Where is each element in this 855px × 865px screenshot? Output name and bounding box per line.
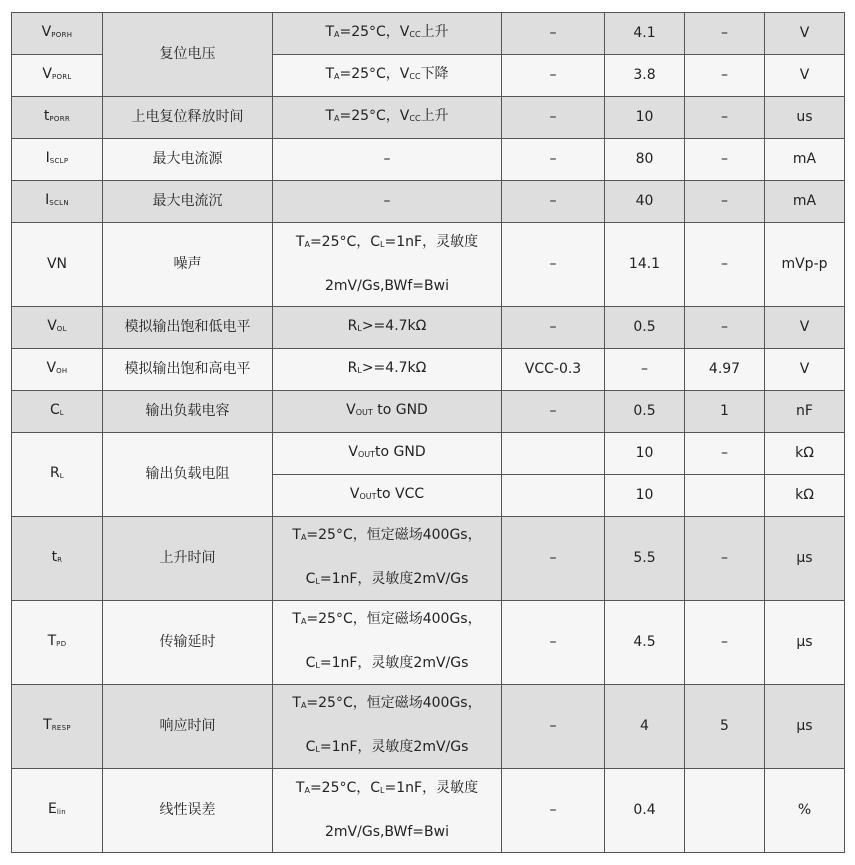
min-value: – (549, 193, 557, 209)
max-value: – (721, 193, 728, 209)
test-condition-cell (273, 139, 502, 181)
test-condition-cell (273, 685, 502, 769)
condition-subscript: CC (409, 114, 421, 123)
unit: V (799, 319, 810, 335)
condition-text: to VCC (376, 486, 425, 502)
min-value-cell (502, 475, 605, 517)
min-value-cell (502, 181, 605, 223)
test-condition-cell (273, 475, 502, 517)
symbol-cell (12, 13, 103, 55)
symbol-base: I (45, 191, 50, 208)
typ-value: 10 (635, 109, 654, 125)
min-value-cell (502, 517, 605, 601)
condition-text: =1nF，灵敏度2mV/Gs (319, 739, 469, 755)
test-condition-cell (273, 769, 502, 853)
min-value: – (549, 802, 557, 818)
condition-subscript: A (304, 786, 310, 795)
condition-subscript: L (357, 324, 362, 333)
condition-subscript: L (357, 366, 362, 375)
condition-line (277, 693, 497, 716)
symbol-subscript: PORL (51, 72, 72, 81)
condition-text: =1nF，灵敏度 (384, 780, 479, 796)
condition-subscript: A (300, 701, 307, 710)
typ-value-cell (605, 601, 685, 685)
table-row (12, 223, 845, 307)
typ-value: 5.5 (633, 550, 656, 566)
parameter-name: 复位电压 (159, 46, 216, 62)
parameter-name-cell (103, 13, 273, 97)
condition-subscript: CC (409, 30, 421, 39)
max-value: – (721, 256, 728, 272)
parameter-name-cell (103, 769, 273, 853)
min-value: – (549, 256, 557, 272)
unit-cell (765, 13, 845, 55)
max-value: – (721, 151, 728, 167)
condition-text: V (346, 402, 356, 418)
typ-value-cell (605, 433, 685, 475)
unit: mA (792, 151, 817, 167)
condition-line (277, 64, 497, 87)
table-row (12, 307, 845, 349)
unit-cell (765, 181, 845, 223)
typ-value-cell (605, 349, 685, 391)
symbol-base: I (45, 149, 50, 166)
condition-text: C (305, 739, 316, 755)
condition-text: – (383, 151, 391, 167)
unit-cell (765, 307, 845, 349)
test-condition-cell (273, 13, 502, 55)
condition-line (277, 149, 497, 170)
condition-text: 下降 (420, 66, 449, 82)
symbol-base: T (47, 632, 57, 649)
condition-text: >=4.7kΩ (361, 318, 427, 334)
max-value-cell (685, 433, 765, 475)
symbol-subscript: RESP (51, 723, 71, 732)
condition-text: T (292, 695, 301, 711)
parameter-name-cell (103, 97, 273, 139)
unit: μs (796, 550, 813, 566)
parameter-name: 上升时间 (159, 550, 216, 566)
condition-line (277, 609, 497, 632)
condition-subscript: A (334, 72, 340, 81)
condition-line (277, 484, 497, 507)
parameter-name-cell (103, 517, 273, 601)
min-value-cell (502, 391, 605, 433)
parameter-name: 模拟输出饱和低电平 (124, 319, 251, 335)
max-value-cell (685, 223, 765, 307)
condition-text: =1nF，灵敏度 (384, 234, 479, 250)
parameter-name: 最大电流源 (152, 151, 223, 167)
condition-text: T (292, 611, 301, 627)
test-condition-cell (273, 601, 502, 685)
table-row (12, 181, 845, 223)
symbol-cell (12, 517, 103, 601)
max-value-cell (685, 139, 765, 181)
table-row (12, 433, 845, 475)
max-value-cell (685, 601, 765, 685)
condition-subscript: OUT (359, 492, 377, 501)
unit-cell (765, 685, 845, 769)
unit-cell (765, 223, 845, 307)
test-condition-cell (273, 97, 502, 139)
unit: nF (796, 403, 813, 419)
unit: kΩ (795, 445, 814, 461)
condition-text: C (305, 571, 316, 587)
parameter-name: 线性误差 (159, 802, 216, 818)
condition-text: T (325, 24, 334, 40)
condition-line (277, 276, 497, 297)
condition-text: T (295, 780, 305, 796)
unit-cell (765, 97, 845, 139)
typ-value-cell (605, 307, 685, 349)
condition-text: =25°C，恒定磁场400Gs， (306, 611, 482, 627)
max-value-cell (685, 685, 765, 769)
parameter-name: 模拟输出饱和高电平 (124, 361, 251, 377)
symbol-cell (12, 55, 103, 97)
condition-text: =1nF，灵敏度2mV/Gs (319, 655, 469, 671)
symbol-base: C (50, 401, 60, 418)
min-value: – (549, 67, 557, 83)
condition-text: R (347, 318, 358, 334)
max-value-cell (685, 517, 765, 601)
typ-value: 4.5 (633, 634, 656, 650)
condition-line (277, 400, 497, 423)
test-condition-cell (273, 223, 502, 307)
parameter-name: 响应时间 (159, 718, 216, 734)
condition-subscript: OUT (355, 408, 373, 417)
condition-text: – (383, 193, 391, 209)
min-value: – (549, 109, 557, 125)
typ-value: 0.4 (633, 802, 656, 818)
min-value-cell (502, 97, 605, 139)
parameter-name-cell (103, 307, 273, 349)
max-value: 4.97 (708, 361, 741, 377)
min-value-cell (502, 433, 605, 475)
condition-line (277, 191, 497, 212)
unit: V (799, 67, 810, 83)
symbol-subscript: SCLP (49, 156, 69, 165)
max-value: 1 (720, 403, 729, 419)
unit-cell (765, 55, 845, 97)
typ-value-cell (605, 223, 685, 307)
typ-value-cell (605, 55, 685, 97)
min-value: – (549, 718, 557, 734)
typ-value: 3.8 (633, 67, 656, 83)
unit-cell (765, 475, 845, 517)
condition-text: V (348, 444, 358, 460)
condition-text: =1nF，灵敏度2mV/Gs (319, 571, 469, 587)
test-condition-cell (273, 349, 502, 391)
typ-value-cell (605, 139, 685, 181)
electrical-characteristics-table (11, 12, 845, 853)
min-value-cell (502, 13, 605, 55)
max-value-cell (685, 55, 765, 97)
unit: % (797, 802, 812, 818)
max-value-cell (685, 13, 765, 55)
typ-value: 10 (635, 445, 654, 461)
condition-text: T (325, 108, 334, 124)
symbol-base: V (42, 65, 52, 82)
unit-cell (765, 139, 845, 181)
unit: V (799, 361, 810, 377)
condition-text: R (347, 360, 358, 376)
min-value-cell (502, 139, 605, 181)
test-condition-cell (273, 181, 502, 223)
max-value: – (721, 25, 728, 41)
unit-cell (765, 433, 845, 475)
unit: mA (792, 193, 817, 209)
typ-value-cell (605, 517, 685, 601)
condition-subscript: L (315, 745, 320, 754)
parameter-name-cell (103, 391, 273, 433)
symbol-cell (12, 97, 103, 139)
condition-line (277, 569, 497, 592)
min-value-cell (502, 223, 605, 307)
symbol-subscript: PORR (49, 114, 71, 123)
symbol-cell (12, 307, 103, 349)
symbol-cell (12, 601, 103, 685)
table-row (12, 601, 845, 685)
min-value: – (549, 319, 557, 335)
table-row (12, 769, 845, 853)
condition-text: to GND (375, 444, 426, 460)
symbol-cell (12, 433, 103, 517)
typ-value-cell (605, 769, 685, 853)
condition-line (277, 316, 497, 339)
max-value-cell (685, 97, 765, 139)
symbol-subscript: SCLN (49, 198, 69, 207)
symbol-subscript: L (59, 471, 64, 480)
condition-text: =25°C，V (339, 108, 410, 124)
test-condition-cell (273, 307, 502, 349)
max-value-cell (685, 475, 765, 517)
unit-cell (765, 349, 845, 391)
symbol-subscript: lin (56, 807, 67, 816)
parameter-name-cell (103, 601, 273, 685)
symbol-base: R (50, 464, 60, 481)
unit: μs (796, 718, 813, 734)
typ-value-cell (605, 391, 685, 433)
symbol-base: t (43, 107, 50, 124)
symbol-cell (12, 139, 103, 181)
condition-line (277, 358, 497, 381)
min-value: – (549, 550, 557, 566)
condition-subscript: L (380, 240, 385, 249)
parameter-name-cell (103, 139, 273, 181)
table-row (12, 391, 845, 433)
parameter-name: 最大电流沉 (152, 193, 223, 209)
symbol-subscript: L (59, 408, 64, 417)
condition-text: C (305, 655, 316, 671)
symbol-cell (12, 223, 103, 307)
parameter-name-cell (103, 181, 273, 223)
condition-text: =25°C，V (339, 24, 410, 40)
condition-subscript: L (380, 786, 385, 795)
table-row (12, 139, 845, 181)
parameter-name: 输出负载电阻 (145, 466, 230, 482)
condition-text: =25°C，C (309, 780, 381, 796)
parameter-name-cell (103, 349, 273, 391)
symbol-cell (12, 181, 103, 223)
max-value-cell (685, 769, 765, 853)
condition-line (277, 525, 497, 548)
typ-value-cell (605, 685, 685, 769)
max-value: – (721, 634, 728, 650)
max-value: 5 (720, 718, 729, 734)
typ-value: 0.5 (633, 319, 656, 335)
symbol-subscript: OL (56, 324, 67, 333)
parameter-name: 输出负载电容 (145, 403, 230, 419)
condition-text: =25°C，C (309, 234, 381, 250)
condition-subscript: A (300, 533, 307, 542)
condition-line (277, 822, 497, 843)
max-value-cell (685, 307, 765, 349)
unit-cell (765, 517, 845, 601)
condition-text: T (292, 527, 301, 543)
parameter-name-cell (103, 433, 273, 517)
test-condition-cell (273, 433, 502, 475)
unit: V (799, 25, 810, 41)
max-value-cell (685, 349, 765, 391)
condition-subscript: L (315, 661, 320, 670)
condition-subscript: L (315, 577, 320, 586)
unit: mVp-p (781, 256, 828, 272)
condition-text: to GND (372, 402, 428, 418)
min-value: – (549, 151, 557, 167)
condition-line (277, 737, 497, 760)
parameter-name-cell (103, 685, 273, 769)
symbol-subscript: OH (56, 366, 68, 375)
parameter-name: 噪声 (173, 256, 202, 272)
symbol-base: V (47, 317, 57, 334)
min-value: – (549, 403, 557, 419)
table-row (12, 13, 845, 55)
symbol-base: T (43, 716, 52, 733)
condition-text: V (349, 486, 360, 502)
max-value-cell (685, 181, 765, 223)
min-value-cell (502, 307, 605, 349)
symbol-cell (12, 769, 103, 853)
condition-subscript: A (334, 30, 340, 39)
min-value-cell (502, 769, 605, 853)
unit-cell (765, 391, 845, 433)
min-value: – (549, 25, 557, 41)
max-value: – (721, 319, 728, 335)
table-row (12, 517, 845, 601)
max-value: – (721, 109, 728, 125)
typ-value-cell (605, 97, 685, 139)
symbol-subscript: R (57, 555, 63, 564)
condition-text: >=4.7kΩ (361, 360, 427, 376)
parameter-name: 上电复位释放时间 (131, 109, 244, 125)
table-row (12, 349, 845, 391)
test-condition-cell (273, 391, 502, 433)
condition-subscript: OUT (357, 450, 375, 459)
table-body (12, 13, 845, 853)
symbol-base: V (41, 23, 52, 40)
symbol-base: t (51, 548, 58, 565)
condition-line (277, 106, 497, 129)
table-row (12, 97, 845, 139)
max-value: – (721, 67, 728, 83)
unit: us (796, 109, 813, 125)
condition-text: 上升 (420, 24, 449, 40)
condition-line (277, 778, 497, 801)
typ-value: 14.1 (628, 256, 661, 272)
symbol-base: E (47, 800, 57, 817)
typ-value: 80 (635, 151, 654, 167)
condition-text: T (325, 66, 334, 82)
symbol-subscript: PD (56, 639, 67, 648)
unit: μs (796, 634, 813, 650)
symbol-base: V (46, 359, 57, 376)
typ-value: 4.1 (633, 25, 656, 41)
unit-cell (765, 601, 845, 685)
max-value: – (721, 445, 728, 461)
typ-value-cell (605, 13, 685, 55)
typ-value: 40 (635, 193, 654, 209)
typ-value: 4 (640, 718, 649, 734)
min-value: – (549, 634, 557, 650)
table-row (12, 685, 845, 769)
condition-line (277, 442, 497, 465)
unit-cell (765, 769, 845, 853)
symbol-subscript: PORH (51, 30, 73, 39)
condition-text: T (295, 234, 305, 250)
symbol-base: VN (46, 256, 68, 272)
condition-subscript: CC (409, 72, 421, 81)
parameter-name-cell (103, 223, 273, 307)
condition-text: 2mV/Gs,BWf=Bwi (325, 278, 449, 294)
condition-text: =25°C，V (339, 66, 410, 82)
condition-line (277, 22, 497, 45)
symbol-cell (12, 349, 103, 391)
condition-text: 上升 (420, 108, 449, 124)
condition-line (277, 232, 497, 255)
condition-line (277, 653, 497, 676)
min-value-cell (502, 685, 605, 769)
typ-value: – (641, 361, 648, 377)
unit: kΩ (795, 487, 814, 503)
typ-value: 0.5 (633, 403, 656, 419)
max-value-cell (685, 391, 765, 433)
min-value: VCC-0.3 (524, 361, 582, 377)
min-value-cell (502, 601, 605, 685)
condition-subscript: A (300, 617, 307, 626)
typ-value-cell (605, 181, 685, 223)
condition-text: =25°C，恒定磁场400Gs， (306, 527, 482, 543)
typ-value-cell (605, 475, 685, 517)
condition-text: 2mV/Gs,BWf=Bwi (325, 824, 449, 840)
typ-value: 10 (635, 487, 654, 503)
test-condition-cell (273, 55, 502, 97)
condition-text: =25°C，恒定磁场400Gs， (306, 695, 482, 711)
condition-subscript: A (334, 114, 340, 123)
test-condition-cell (273, 517, 502, 601)
condition-subscript: A (304, 240, 310, 249)
parameter-name: 传输延时 (159, 634, 216, 650)
min-value-cell (502, 55, 605, 97)
symbol-cell (12, 685, 103, 769)
min-value-cell (502, 349, 605, 391)
symbol-cell (12, 391, 103, 433)
max-value: – (721, 550, 728, 566)
